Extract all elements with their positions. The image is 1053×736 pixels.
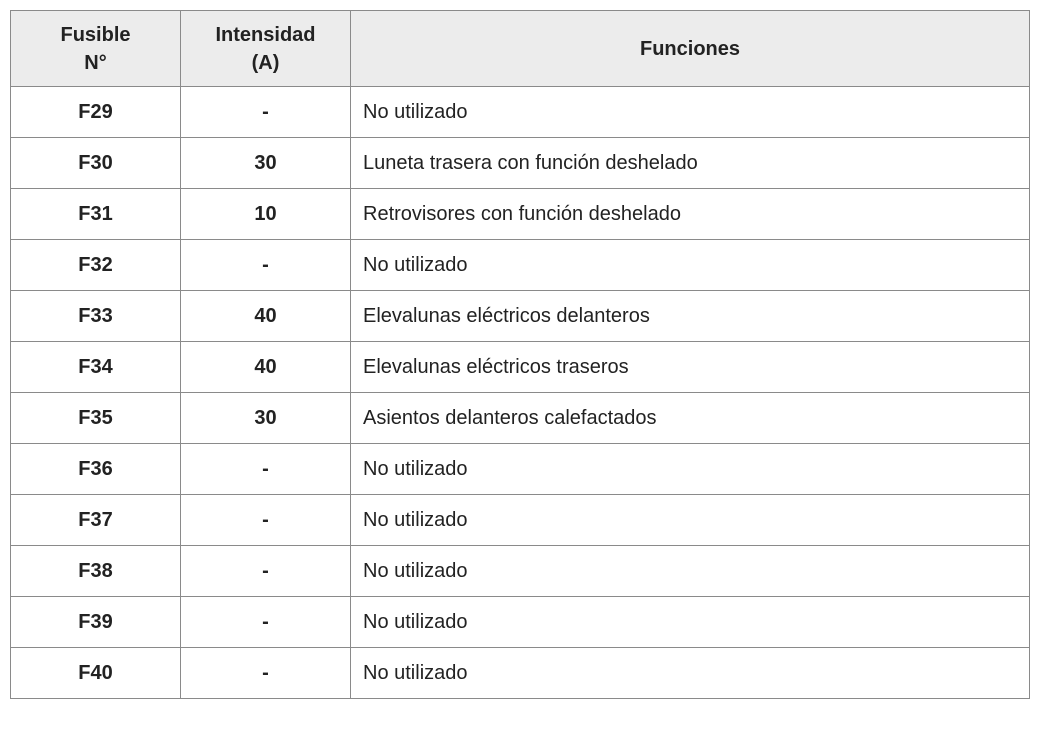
function-cell: No utilizado xyxy=(351,444,1030,495)
fuse-table xyxy=(10,10,1030,699)
function-cell: No utilizado xyxy=(351,240,1030,291)
header-amperage xyxy=(181,11,351,87)
fuse-number-cell: F36 xyxy=(11,444,181,495)
function-cell: No utilizado xyxy=(351,597,1030,648)
fuse-number-cell: F32 xyxy=(11,240,181,291)
fuse-number-cell: F35 xyxy=(11,393,181,444)
table-row xyxy=(11,648,1030,699)
table-row xyxy=(11,495,1030,546)
table-header xyxy=(11,11,1030,87)
table-body xyxy=(11,87,1030,699)
amperage-cell: - xyxy=(181,240,351,291)
fuse-number-cell: F40 xyxy=(11,648,181,699)
fuse-number-cell: F29 xyxy=(11,87,181,138)
amperage-cell: 10 xyxy=(181,189,351,240)
fuse-number-cell: F34 xyxy=(11,342,181,393)
amperage-cell: - xyxy=(181,444,351,495)
amperage-cell: - xyxy=(181,597,351,648)
header-fuse-line-1: Fusible xyxy=(60,23,131,46)
amperage-cell: 40 xyxy=(181,342,351,393)
amperage-cell: - xyxy=(181,495,351,546)
amperage-cell: 40 xyxy=(181,291,351,342)
table-row xyxy=(11,240,1030,291)
function-cell: No utilizado xyxy=(351,546,1030,597)
amperage-cell: 30 xyxy=(181,138,351,189)
function-cell: No utilizado xyxy=(351,495,1030,546)
fuse-number-cell: F33 xyxy=(11,291,181,342)
function-cell: Elevalunas eléctricos traseros xyxy=(351,342,1030,393)
fuse-number-cell: F31 xyxy=(11,189,181,240)
table-row xyxy=(11,342,1030,393)
table-row xyxy=(11,393,1030,444)
header-amperage-line-2: (A) xyxy=(251,51,280,74)
table-row xyxy=(11,138,1030,189)
function-cell: Asientos delanteros calefactados xyxy=(351,393,1030,444)
amperage-cell: - xyxy=(181,648,351,699)
amperage-cell: - xyxy=(181,546,351,597)
function-cell: No utilizado xyxy=(351,648,1030,699)
header-amperage-line-1: Intensidad xyxy=(215,23,316,46)
table-row xyxy=(11,189,1030,240)
table-row xyxy=(11,546,1030,597)
fuse-number-cell: F38 xyxy=(11,546,181,597)
header-row xyxy=(11,11,1030,87)
table-row xyxy=(11,87,1030,138)
header-fuse-number xyxy=(11,11,181,87)
function-cell: Elevalunas eléctricos delanteros xyxy=(351,291,1030,342)
header-fuse-line-2: N° xyxy=(84,51,107,74)
table-row xyxy=(11,597,1030,648)
header-functions: Funciones xyxy=(351,11,1030,87)
function-cell: Luneta trasera con función deshelado xyxy=(351,138,1030,189)
table-row xyxy=(11,444,1030,495)
fuse-number-cell: F39 xyxy=(11,597,181,648)
table-row xyxy=(11,291,1030,342)
fuse-number-cell: F37 xyxy=(11,495,181,546)
amperage-cell: 30 xyxy=(181,393,351,444)
function-cell: Retrovisores con función deshelado xyxy=(351,189,1030,240)
function-cell: No utilizado xyxy=(351,87,1030,138)
fuse-number-cell: F30 xyxy=(11,138,181,189)
amperage-cell: - xyxy=(181,87,351,138)
